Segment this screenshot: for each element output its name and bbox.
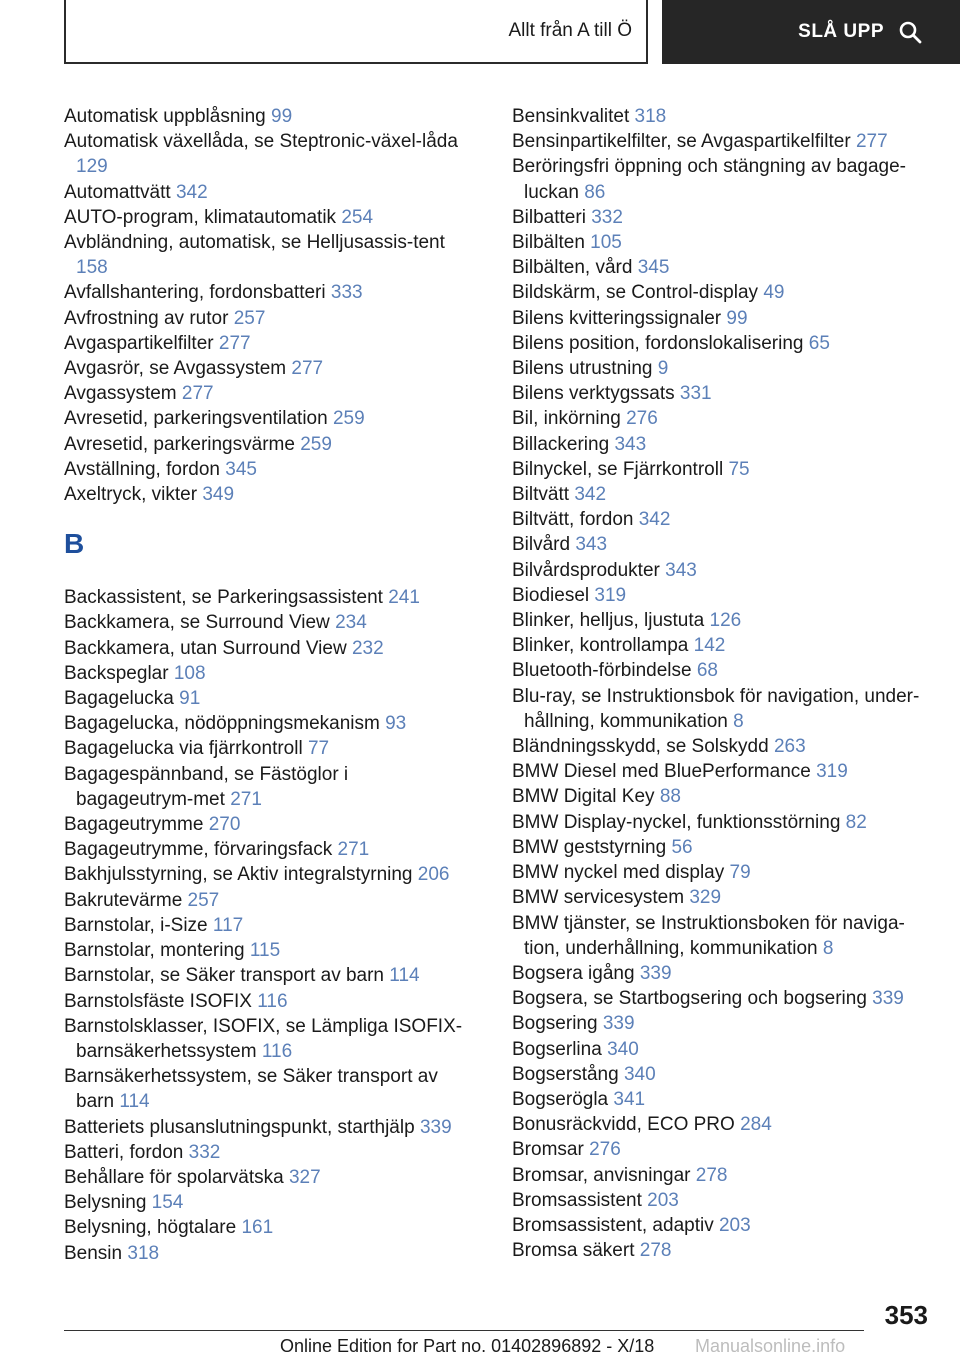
entry-text: Blinker, helljus, ljustuta [512,610,710,632]
index-entry [64,331,464,356]
page-number: 353 [884,1300,928,1330]
entry-text: Bakhjulsstyrning, se Aktiv integralstyrning [64,864,418,886]
entry-text: Bogserögla [512,1088,614,1110]
index-entry [512,406,932,431]
index-entry [512,684,932,734]
index-entry [512,1037,932,1062]
index-entry [64,230,464,280]
index-entry [512,583,932,608]
page-link[interactable]: 79 [729,862,751,884]
entry-text: Bensinpartikelfilter, se Avgaspartikelfilter [512,131,856,153]
entry-text: Biodiesel [512,584,595,606]
entry-text: Bromsar [512,1139,590,1161]
page-link[interactable]: 345 [225,458,257,480]
entry-text: Bilnyckel, se Fjärrkontroll [512,458,729,480]
index-group-b [64,585,464,1265]
entry-text: Bagagelucka via fjärrkontroll [64,738,308,760]
page-link[interactable]: 257 [233,307,266,329]
page-link[interactable]: 56 [671,836,693,858]
page-link[interactable]: 345 [637,257,670,279]
index-entry [64,862,464,887]
index-group-a [64,104,464,507]
entry-text: Barnstolar, i-Size [64,914,213,936]
index-entry [512,280,932,305]
entry-text: Biltvätt, fordon [512,509,639,531]
page-link[interactable]: 93 [385,713,407,735]
page-link[interactable]: 332 [591,206,623,228]
entry-text: AUTO-program, klimatautomatik [64,206,342,228]
entry-text: Avresetid, parkeringsventilation [64,408,333,430]
index-entry [512,104,932,129]
index-entry [512,205,932,230]
index-entry [512,961,932,986]
index-entry [64,686,464,711]
index-entry [512,356,932,381]
index-entry [64,356,464,381]
page-link[interactable]: 86 [584,181,606,203]
index-entry [64,482,464,507]
entry-text: Bilbälten, vård [512,257,638,279]
index-entry [512,255,932,280]
page-link[interactable]: 142 [693,635,726,657]
index-entry [64,129,464,179]
page-link[interactable]: 271 [230,788,262,810]
page-link[interactable]: 117 [212,914,244,936]
index-entry [512,1062,932,1087]
entry-text: Bilens verktygssats [512,383,680,405]
entry-text: Bogsera, se Startbogsering och bogsering [512,988,873,1010]
page-link[interactable]: 126 [709,610,742,632]
page-link[interactable]: 158 [76,257,108,279]
index-entry [64,457,464,482]
index-entry [512,1137,932,1162]
entry-text: Backspeglar [64,662,174,684]
entry-text: Avresetid, parkeringsvärme [64,433,301,455]
page-link[interactable]: 206 [417,864,450,886]
page-link[interactable]: 332 [188,1141,221,1163]
page-link[interactable]: 91 [179,688,201,710]
page-link[interactable]: 319 [816,761,848,783]
entry-text: Barnstolsfäste ISOFIX [64,990,258,1012]
entry-text: Biltvätt [512,484,575,506]
entry-text: Bogserstång [512,1063,624,1085]
entry-text: Bilens utrustning [512,358,658,380]
index-entry [64,963,464,988]
index-entry [64,913,464,938]
index-entry [512,230,932,255]
entry-text: Bogserlina [512,1038,608,1060]
index-entry [512,129,932,154]
index-entry [64,180,464,205]
index-entry [512,558,932,583]
entry-text: BMW Digital Key [512,786,660,808]
right-index-column [512,104,932,1263]
index-entry [64,104,464,129]
index-entry [512,381,932,406]
page-link[interactable]: 327 [288,1166,321,1188]
page-link[interactable]: 263 [773,736,806,758]
page-link[interactable]: 319 [594,584,627,606]
entry-text: Bluetooth-förbindelse [512,660,697,682]
index-entry [512,482,932,507]
entry-text: Avgassystem [64,383,182,405]
watermark: Manualsonline.info [695,1336,846,1356]
page-link[interactable]: 339 [639,962,672,984]
entry-text: Bländningsskydd, se Solskydd [512,736,774,758]
edition-text: Online Edition for Part no. 01402896892 - X/18 [280,1336,655,1356]
index-entry [512,432,932,457]
page-link[interactable]: 82 [845,811,867,833]
entry-text: Bromsassistent [512,1189,648,1211]
entry-text: Backkamera, se Surround View [64,612,336,634]
entry-text: Automatisk uppblåsning [64,106,272,127]
entry-text: Bagagelucka [64,688,180,710]
page-link[interactable]: 161 [241,1217,274,1239]
index-entry [64,762,464,812]
page-link[interactable]: 318 [634,106,667,127]
index-entry [64,406,464,431]
index-entry [64,610,464,635]
entry-text: Backkamera, utan Surround View [64,637,352,659]
page-link[interactable]: 340 [623,1063,656,1085]
page-link[interactable]: 284 [740,1114,772,1136]
entry-text: Axeltryck, vikter [64,484,203,506]
page-link[interactable]: 340 [607,1038,639,1060]
index-entry [512,1011,932,1036]
page-link[interactable]: 342 [638,509,671,531]
page-link[interactable]: 234 [335,612,367,634]
page-link[interactable]: 343 [665,559,697,581]
entry-text: Avgaspartikelfilter [64,332,219,354]
page-link[interactable]: 108 [173,662,206,684]
page-link[interactable]: 339 [419,1116,452,1138]
index-entry [512,331,932,356]
index-entry [512,734,932,759]
page-link[interactable]: 8 [822,937,834,959]
entry-text: Bromsa säkert [512,1240,640,1262]
index-entry [64,306,464,331]
index-entry [64,938,464,963]
index-entry [64,812,464,837]
search-button[interactable] [662,0,960,64]
entry-text: Bagagelucka, nödöppningsmekanism [64,713,386,735]
entry-text: Avgasrör, se Avgassystem [64,358,292,380]
index-entry [512,1087,932,1112]
entry-text: Barnstolsklasser, ISOFIX, se Lämpliga ISOFIX-barnsäkerhetssystem [64,1015,463,1062]
page-link[interactable]: 254 [341,206,374,228]
page-link[interactable]: 259 [332,408,365,430]
entry-text: Bilvård [512,534,576,556]
page-link[interactable]: 65 [808,332,830,354]
index-entry [64,280,464,305]
page-link[interactable]: 241 [388,587,420,609]
entry-text: Bogsering [512,1013,603,1035]
page-link[interactable]: 8 [733,710,744,732]
page-link[interactable]: 99 [726,307,748,329]
page-link[interactable]: 271 [337,839,370,861]
index-entry [64,1115,464,1140]
index-entry [512,633,932,658]
entry-text: Bagageutrymme [64,814,209,836]
page-link[interactable]: 257 [187,889,220,911]
entry-text: Avbländning, automatisk, se Helljusassis-tent [64,232,445,254]
entry-text: Batteriets plusanslutningspunkt, starthjälp [64,1116,420,1138]
index-entry [64,837,464,862]
index-entry [512,810,932,835]
entry-text: Bilbatteri [512,206,592,228]
entry-text: Beröringsfri öppning och stängning av bagage-luckan [512,156,906,203]
entry-text: Belysning [64,1192,152,1214]
entry-text: Bensin [64,1242,128,1264]
index-entry [64,1014,464,1064]
entry-text: Bakrutevärme [64,889,188,911]
page-link[interactable]: 277 [855,131,888,153]
entry-text: Bromsassistent, adaptiv [512,1214,719,1236]
index-entry [512,608,932,633]
entry-text: Bensinkvalitet [512,106,635,127]
entry-text: BMW tjänster, se Instruktionsboken för naviga-tion, underhållning, kommunikation [512,912,905,959]
page-link[interactable]: 115 [249,940,281,962]
index-entry [64,636,464,661]
index-entry [64,1241,464,1266]
page-link[interactable]: 116 [257,990,288,1012]
index-entry [512,986,932,1011]
entry-text: Bilvårdsprodukter [512,559,666,581]
search-label: SLÅ UPP [798,21,884,42]
entry-text: Bilbälten [512,232,591,254]
page-link[interactable]: 339 [602,1013,635,1035]
index-entry [64,989,464,1014]
page-link[interactable]: 232 [351,637,384,659]
page-link[interactable]: 259 [300,433,332,455]
entry-text: Barnsäkerhetssystem, se Säker transport av barn [64,1066,438,1113]
index-entry [512,860,932,885]
page-link[interactable]: 333 [330,282,363,304]
page-link[interactable]: 331 [679,383,712,405]
entry-text: Bil, inkörning [512,408,627,430]
footer-divider [64,1330,864,1331]
index-entry [64,736,464,761]
entry-text: Bonusräckvidd, ECO PRO [512,1114,741,1136]
index-entry [512,1188,932,1213]
index-entry [512,1213,932,1238]
page-link[interactable]: 339 [872,988,904,1010]
entry-text: Automatisk växellåda, se Steptronic-växel-låda [64,131,458,153]
page-link[interactable]: 343 [575,534,608,556]
page-link[interactable]: 203 [718,1214,751,1236]
entry-text: BMW Diesel med BluePerformance [512,761,817,783]
index-entry [64,1140,464,1165]
entry-text: Avfrostning av rutor [64,307,234,329]
top-navigation [0,0,960,66]
entry-text: Blu-ray, se Instruktionsbok för navigation, under-hållning, kommunikation [512,685,920,732]
a-to-z-tab[interactable] [64,0,648,64]
index-entry [512,759,932,784]
a-to-z-label: Allt från A till Ö [508,20,632,41]
entry-text: BMW geststyrning [512,836,672,858]
entry-text: Bilens position, fordonslokalisering [512,332,809,354]
page-link[interactable]: 114 [119,1091,150,1113]
index-entry [64,1064,464,1114]
index-entry [512,1238,932,1263]
index-entry [512,532,932,557]
page-link[interactable]: 99 [271,106,293,127]
entry-text: Automattvätt [64,181,176,203]
left-index-column [64,104,464,1266]
index-group-b-continued [512,104,932,1263]
entry-text: Barnstolar, montering [64,940,250,962]
index-entry [512,457,932,482]
entry-text: Bilens kvitteringssignaler [512,307,727,329]
index-entry [512,835,932,860]
entry-text: Blinker, kontrollampa [512,635,694,657]
index-entry [64,1215,464,1240]
index-entry [64,585,464,610]
page-link[interactable]: 129 [76,156,108,178]
index-entry [512,658,932,683]
index-entry [64,711,464,736]
entry-text: BMW Display-nyckel, funktionsstörning [512,811,846,833]
page-link[interactable]: 342 [574,484,607,506]
page-link[interactable]: 49 [763,282,785,304]
index-entry [64,661,464,686]
entry-text: Batteri, fordon [64,1141,189,1163]
index-entry [64,888,464,913]
page-link[interactable]: 278 [695,1164,728,1186]
entry-text: BMW servicesystem [512,887,690,909]
section-letter: B [64,528,85,560]
index-entry [512,1112,932,1137]
page-link[interactable]: 318 [127,1242,160,1264]
index-entry [512,154,932,204]
index-entry [512,784,932,809]
search-icon [898,20,922,44]
page-link[interactable]: 276 [626,408,658,430]
page-link[interactable]: 75 [728,458,750,480]
page-link[interactable]: 116 [261,1040,293,1062]
entry-text: Avställning, fordon [64,458,226,480]
page-link[interactable]: 277 [218,332,251,354]
entry-text: Bildskärm, se Control-display [512,282,764,304]
page-link[interactable]: 276 [589,1139,621,1161]
entry-text: Barnstolar, se Säker transport av barn [64,965,390,987]
entry-text: BMW nyckel med display [512,862,730,884]
page-link[interactable]: 68 [696,660,718,682]
page-link[interactable]: 203 [647,1189,679,1211]
page-link[interactable]: 341 [613,1088,646,1110]
page-link[interactable]: 270 [208,814,241,836]
index-entry [64,1190,464,1215]
page-link[interactable]: 278 [639,1240,672,1262]
page-link[interactable]: 349 [202,484,235,506]
page-link[interactable]: 343 [614,433,647,455]
entry-text: Behållare för spolarvätska [64,1166,289,1188]
page-link[interactable]: 105 [590,232,622,254]
entry-text: Belysning, högtalare [64,1217,242,1239]
page-link[interactable]: 277 [291,358,324,380]
page-link[interactable]: 342 [175,181,208,203]
page-link[interactable]: 9 [657,358,669,380]
entry-text: Backassistent, se Parkeringsassistent [64,587,389,609]
index-entry [512,507,932,532]
index-entry [64,381,464,406]
index-entry [512,911,932,961]
entry-text: Bagagespännband, se Fästöglor i bagageutrym-met [64,763,349,810]
entry-text: Bogsera igång [512,962,640,984]
entry-text: Bagageutrymme, förvaringsfack [64,839,338,861]
page-link[interactable]: 154 [151,1192,184,1214]
page-link[interactable]: 114 [389,965,420,987]
page-link[interactable]: 77 [307,738,330,760]
entry-text: Bromsar, anvisningar [512,1164,696,1186]
entry-text: Avfallshantering, fordonsbatteri [64,282,331,304]
index-entry [512,885,932,910]
page-link[interactable]: 329 [689,887,722,909]
index-entry [64,1165,464,1190]
index-entry [64,205,464,230]
index-entry [64,432,464,457]
index-entry [512,306,932,331]
page-link[interactable]: 88 [659,786,681,808]
index-entry [512,1163,932,1188]
entry-text: Billackering [512,433,615,455]
page-link[interactable]: 277 [181,383,214,405]
